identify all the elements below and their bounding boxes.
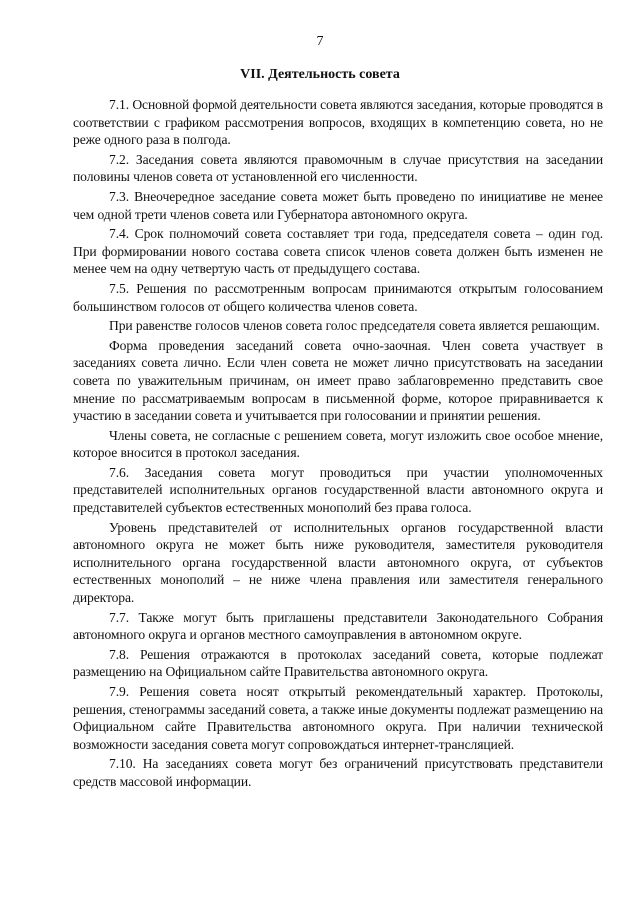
paragraph-7-6-representatives: Уровень представителей от исполнительных органов государственной власти автономного округа не может быть ниже руководителя, заместителя руководителя исполнительного органа государственной власти автономного округа, от субъектов естественных монополий – не ниже члена правления или заместителя генерального директора. xyxy=(73,519,603,606)
paragraph-7-6: 7.6. Заседания совета могут проводиться при участии уполномоченных представителей исполнительных органов государственной власти автономного округа и представителей субъектов естественных монополий без права голоса. xyxy=(73,464,603,516)
paragraph-7-7: 7.7. Также могут быть приглашены представители Законодательного Собрания автономного округа и органов местного самоуправления в автономном округе. xyxy=(73,609,603,643)
paragraph-7-5-dissent: Члены совета, не согласные с решением совета, могут изложить свое особое мнение, которое вносится в протокол заседания. xyxy=(73,427,603,461)
paragraph-7-4: 7.4. Срок полномочий совета составляет три года, председателя совета – один год. При формировании нового состава совета список членов совета должен быть изменен не менее чем на одну четвертую часть от предыдущего состава. xyxy=(73,226,603,277)
paragraph-7-3: 7.3. Внеочередное заседание совета может быть проведено по инициативе не менее чем одной трети членов совета или Губернатора автономного округа. xyxy=(73,188,603,222)
paragraph-7-5: 7.5. Решения по рассмотренным вопросам принимаются открытым голосованием большинством голосов от общего количества членов совета. xyxy=(73,280,603,314)
document-body xyxy=(73,96,603,793)
paragraph-7-2: 7.2. Заседания совета являются правомочным в случае присутствия на заседании половины членов совета от установленной его численности. xyxy=(73,151,603,185)
paragraph-7-8: 7.8. Решения отражаются в протоколах заседаний совета, которые подлежат размещению на Официальном сайте Правительства автономного округа. xyxy=(73,646,603,680)
paragraph-7-1: 7.1. Основной формой деятельности совета являются заседания, которые проводятся в соответствии с графиком рассмотрения вопросов, входящих в компетенцию совета, но не реже одного раза в полгода. xyxy=(73,97,603,148)
section-title: VII. Деятельность совета xyxy=(240,67,400,82)
paragraph-7-5-meeting-form: Форма проведения заседаний совета очно-заочная. Член совета участвует в заседаниях совета лично. Если член совета не может лично присутствовать на заседании совета по уважительным причинам, он имеет право заблаговременно представить свое мнение по рассматриваемым вопросам в письменной форме, которое приравнивается к участию в заседании совета и учитывается при голосовании и принятии решения. xyxy=(73,337,603,424)
page-number: 7 xyxy=(316,34,324,49)
paragraph-7-9: 7.9. Решения совета носят открытый рекомендательный характер. Протоколы, решения, стенограммы заседаний совета, а также иные документы подлежат размещению на Официальном сайте Правительства автономного округа. При наличии технической возможности заседания совета могут сопровождаться интернет-трансляцией. xyxy=(73,684,603,752)
paragraph-7-5-tie-vote: При равенстве голосов членов совета голос председателя совета является решающим. xyxy=(109,318,600,334)
paragraph-7-10: 7.10. На заседаниях совета могут без ограничений присутствовать представители средств массовой информации. xyxy=(73,756,603,789)
